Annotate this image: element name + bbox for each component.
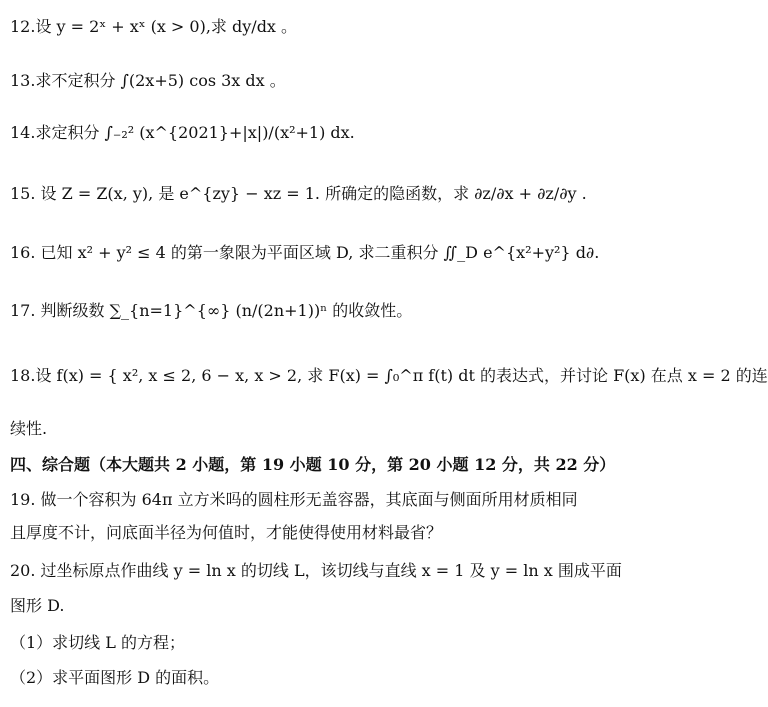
question-14 [10, 122, 641, 144]
question-18-line-2 [10, 418, 641, 440]
question-16 [10, 242, 641, 264]
section-4-heading [10, 454, 641, 476]
question-20-sub-2-text: （2）求平面图形 D 的面积。 [10, 668, 220, 687]
question-17 [10, 300, 641, 322]
question-20-line-1 [10, 560, 641, 582]
question-14-text: 14.求定积分 ∫₋₂² (x^{2021}+|x|)/(x²+1) dx. [10, 123, 355, 142]
question-19-line-2 [10, 522, 641, 544]
question-20-line-2 [10, 595, 641, 617]
question-20-sub-1 [10, 632, 641, 654]
question-18-text-2: 续性. [10, 419, 48, 438]
question-18-text-1: 18.设 f(x) = { x², x ≤ 2, 6 − x, x > 2, 求 F(x) = ∫₀^π f(t) dt 的表达式，并讨论 F(x) 在点 x = 2 的连 [10, 366, 768, 385]
question-20-sub-1-text: （1）求切线 L 的方程； [10, 633, 185, 652]
section-4-heading-text: 四、综合题（本大题共 2 小题，第 19 小题 10 分，第 20 小题 12 分，共 22 分） [10, 455, 616, 474]
question-19-text-2: 且厚度不计，问底面半径为何值时，才能使得使用材料最省？ [10, 523, 443, 542]
question-19-line-1 [10, 489, 641, 511]
question-15 [10, 183, 641, 205]
question-19-text-1: 19. 做一个容积为 64π 立方米吗的圆柱形无盖容器，其底面与侧面所用材质相同 [10, 490, 578, 509]
question-12-text: 12.设 y = 2ˣ + xˣ (x > 0),求 dy/dx 。 [10, 17, 298, 36]
question-15-text: 15. 设 Z = Z(x, y), 是 e^{zy} − xz = 1. 所确定的隐函数，求 ∂z/∂x + ∂z/∂y . [10, 184, 587, 203]
question-17-text: 17. 判断级数 ∑_{n=1}^{∞} (n/(2n+1))ⁿ 的收敛性。 [10, 301, 413, 320]
question-20-sub-2 [10, 667, 641, 689]
question-16-text: 16. 已知 x² + y² ≤ 4 的第一象限为平面区域 D, 求二重积分 ∬_D e^{x²+y²} d∂. [10, 243, 600, 262]
question-13-text: 13.求不定积分 ∫(2x+5) cos 3x dx 。 [10, 71, 286, 90]
question-12 [10, 16, 641, 38]
question-13 [10, 70, 641, 92]
question-20-text-1: 20. 过坐标原点作曲线 y = ln x 的切线 L，该切线与直线 x = 1 及 y = ln x 围成平面 [10, 561, 622, 580]
question-20-text-2: 图形 D. [10, 596, 65, 615]
question-18-line-1 [10, 365, 768, 387]
